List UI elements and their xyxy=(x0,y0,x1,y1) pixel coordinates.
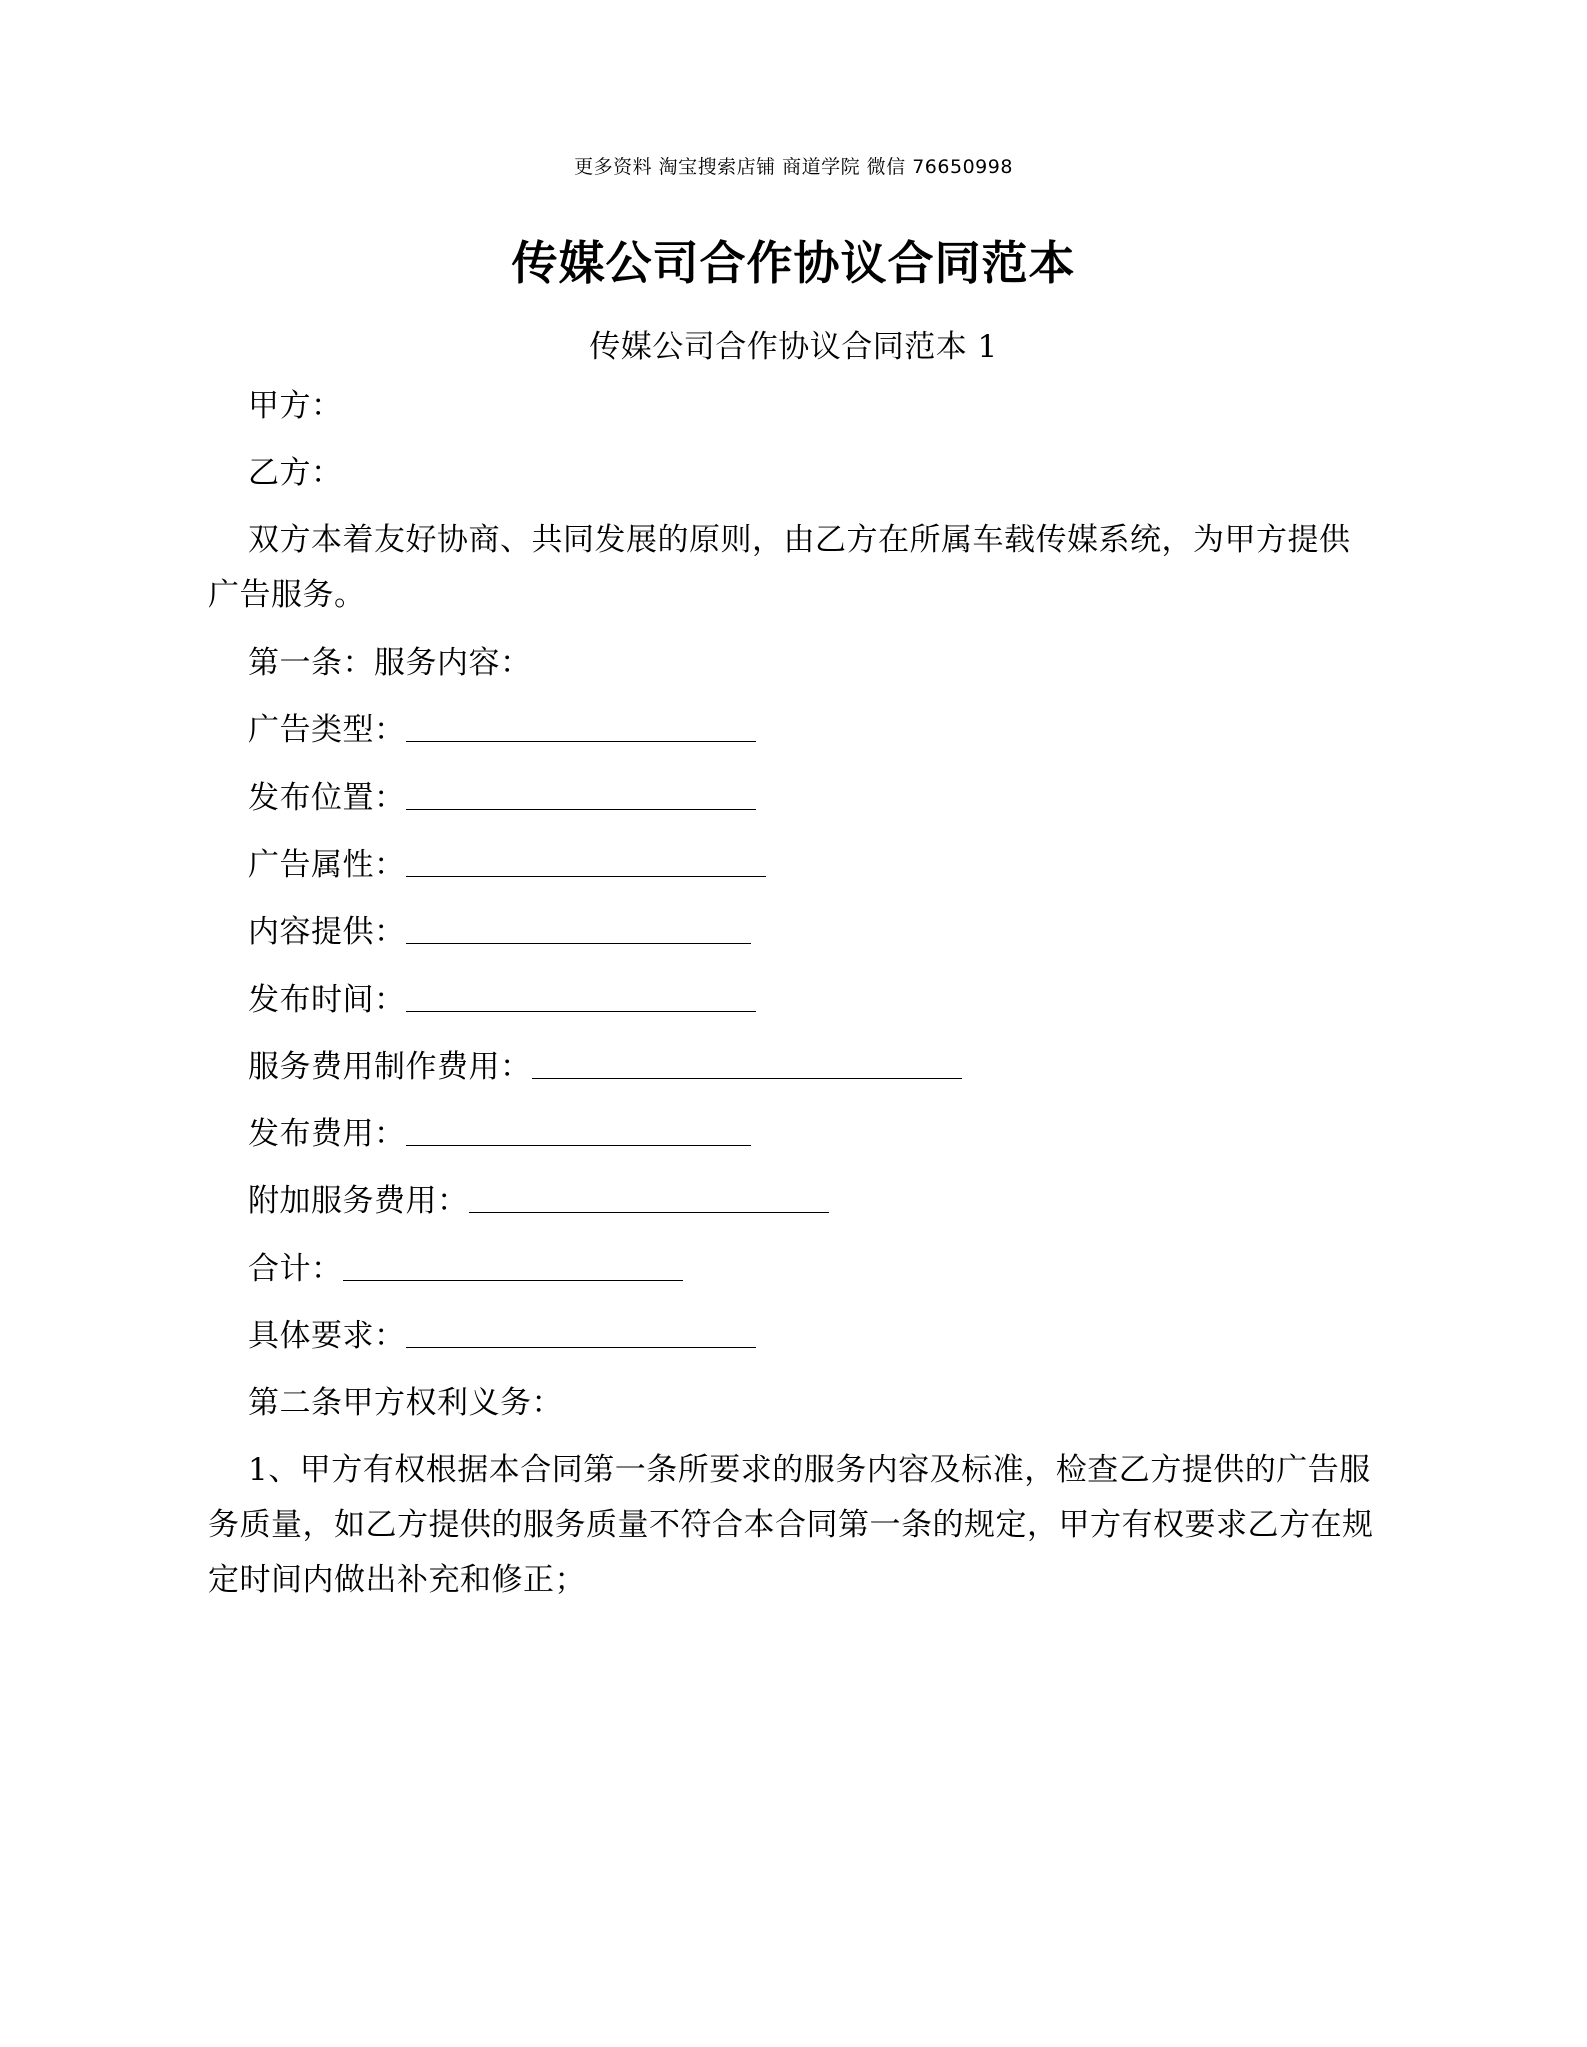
field-input-publish-fee[interactable] xyxy=(406,1113,751,1147)
field-row-specific-requirements xyxy=(208,1296,1379,1363)
preamble-paragraph: 双方本着友好协商、共同发展的原则，由乙方在所属车载传媒系统，为甲方提供广告服务。 xyxy=(208,521,1351,613)
field-row-publish-fee xyxy=(208,1094,1379,1161)
field-row-publish-time xyxy=(208,960,1379,1027)
page-title: 传媒公司合作协议合同范本 xyxy=(511,236,1076,290)
field-label: 服务费用制作费用： xyxy=(248,1048,532,1085)
field-label: 广告类型： xyxy=(248,712,406,749)
field-label: 附加服务费用： xyxy=(248,1183,469,1220)
field-row-additional-fee xyxy=(208,1161,1379,1228)
header-note: 更多资料 淘宝搜索店铺 商道学院 微信 76650998 xyxy=(574,156,1013,178)
party-a-label: 甲方： xyxy=(248,388,343,424)
field-label: 发布位置： xyxy=(248,779,406,816)
field-label: 发布费用： xyxy=(248,1116,406,1153)
field-row-total xyxy=(208,1229,1379,1296)
article-two-title: 第二条甲方权利义务： xyxy=(248,1385,563,1422)
field-row-ad-type xyxy=(208,690,1379,757)
field-input-production-fee[interactable] xyxy=(532,1045,962,1079)
field-label: 具体要求： xyxy=(248,1318,406,1355)
field-input-specific-requirements[interactable] xyxy=(406,1315,756,1349)
field-row-ad-attribute xyxy=(208,825,1379,892)
field-input-content-provider[interactable] xyxy=(406,911,751,945)
document-subtitle: 传媒公司合作协议合同范本 1 xyxy=(589,329,998,365)
article-two-item-1: 1、甲方有权根据本合同第一条所要求的服务内容及标准，检查乙方提供的广告服务质量，如乙方提供的服务质量不符合本合同第一条的规定，甲方有权要求乙方在规定时间内做出补充和修正； xyxy=(208,1451,1374,1599)
field-input-ad-attribute[interactable] xyxy=(406,843,766,877)
field-label: 合计： xyxy=(248,1250,343,1287)
field-label: 发布时间： xyxy=(248,981,406,1018)
article-one-title: 第一条：服务内容： xyxy=(248,644,532,681)
field-label: 内容提供： xyxy=(248,914,406,951)
field-input-publish-time[interactable] xyxy=(406,978,756,1012)
field-row-content-provider xyxy=(208,892,1379,959)
field-input-ad-type[interactable] xyxy=(406,709,756,743)
field-row-publish-location xyxy=(208,758,1379,825)
field-row-production-fee xyxy=(208,1027,1379,1094)
field-label: 广告属性： xyxy=(248,846,406,883)
field-input-total[interactable] xyxy=(343,1247,683,1281)
party-b-label: 乙方： xyxy=(248,455,343,492)
field-input-publish-location[interactable] xyxy=(406,776,756,810)
field-input-additional-fee[interactable] xyxy=(469,1180,829,1214)
